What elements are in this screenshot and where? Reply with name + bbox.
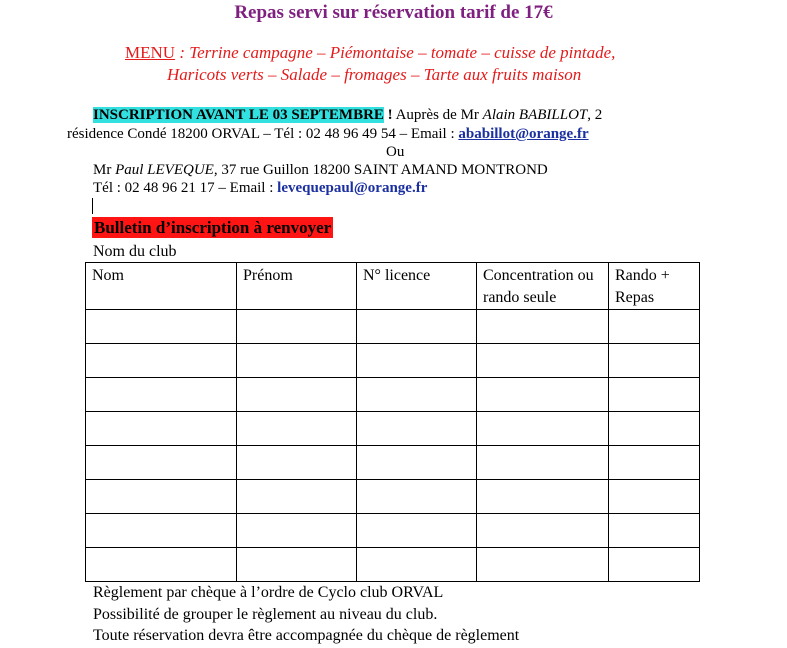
or-separator: Ou (386, 144, 405, 160)
menu-line-2 (167, 65, 581, 85)
table-row (86, 310, 700, 344)
table-cell[interactable] (86, 514, 237, 548)
page-title: Repas servi sur réservation tarif de 17€ (234, 2, 553, 23)
table-cell[interactable] (357, 344, 477, 378)
contact2-tel: Tél : 02 48 96 21 17 – Email : (93, 180, 278, 196)
table-cell[interactable] (237, 378, 357, 412)
menu-items-1: : Terrine campagne – Piémontaise – tomate – cuisse de pintade, (175, 43, 616, 62)
table-cell[interactable] (357, 514, 477, 548)
table-cell[interactable] (357, 446, 477, 480)
contact2-name: Paul LEVEQUE (115, 162, 214, 178)
table-cell[interactable] (609, 412, 700, 446)
menu-items-2: Haricots verts – Salade – fromages – Tarte aux fruits maison (167, 65, 582, 84)
table-cell[interactable] (609, 344, 700, 378)
table-cell[interactable] (477, 446, 609, 480)
table-cell[interactable] (86, 310, 237, 344)
table-cell[interactable] (357, 412, 477, 446)
table-row (86, 514, 700, 548)
contact2-addr: , 37 rue Guillon 18200 SAINT AMAND MONTROND (213, 162, 548, 178)
table-cell[interactable] (477, 344, 609, 378)
contact1-addr-a: , 2 (587, 107, 603, 123)
table-cell[interactable] (86, 378, 237, 412)
table-cell[interactable] (237, 480, 357, 514)
table-cell[interactable] (237, 310, 357, 344)
contact-line-2 (67, 126, 589, 143)
table-cell[interactable] (477, 514, 609, 548)
bulletin-title: Bulletin d’inscription à renvoyer (94, 218, 332, 237)
table-cell[interactable] (237, 412, 357, 446)
table-cell[interactable] (477, 412, 609, 446)
table-cell[interactable] (86, 548, 237, 582)
table-cell[interactable] (357, 310, 477, 344)
menu-label: MENU (125, 43, 176, 62)
table-cell[interactable] (86, 412, 237, 446)
club-name-label: Nom du club (93, 243, 177, 260)
table-row (86, 378, 700, 412)
header-licence: N° licence (363, 267, 431, 284)
header-nom: Nom (92, 267, 124, 284)
table-cell[interactable] (357, 480, 477, 514)
table-cell[interactable] (609, 446, 700, 480)
contact1-name: Alain BABILLOT (482, 107, 588, 123)
table-cell[interactable] (86, 344, 237, 378)
table-cell[interactable] (237, 548, 357, 582)
header-rando-repas: Rando + Repas (615, 267, 670, 306)
footer-line-1: Règlement par chèque à l’ordre de Cyclo club ORVAL (93, 584, 444, 601)
footer-line-3: Toute réservation devra être accompagnée du chèque de règlement (93, 627, 520, 644)
header-cell (86, 263, 237, 310)
table-cell[interactable] (237, 446, 357, 480)
table-row (86, 344, 700, 378)
header-cell (609, 263, 700, 310)
table-cell[interactable] (86, 446, 237, 480)
table-cell[interactable] (237, 344, 357, 378)
table-cell[interactable] (237, 514, 357, 548)
table-header-row (86, 263, 700, 310)
table-cell[interactable] (609, 378, 700, 412)
table-cell[interactable] (609, 480, 700, 514)
header-concentration: Concentration ou rando seule (483, 267, 594, 306)
table-row (86, 412, 700, 446)
header-cell (477, 263, 609, 310)
contact-line-3 (93, 162, 548, 179)
contact1-prefix: Auprès de Mr (392, 107, 483, 123)
table-row (86, 446, 700, 480)
table-cell[interactable] (477, 480, 609, 514)
contact1-addr-b: résidence Condé 18200 ORVAL – Tél : 02 48 96 49 54 – Email : (67, 126, 459, 142)
contact2-prefix: Mr (93, 162, 116, 178)
table-cell[interactable] (609, 514, 700, 548)
table-cell[interactable] (609, 548, 700, 582)
table-row (86, 548, 700, 582)
contact2-email-link[interactable]: levequepaul@orange.fr (277, 180, 428, 196)
table-cell[interactable] (609, 310, 700, 344)
contact-line-1 (93, 107, 602, 124)
contact1-email-link[interactable]: ababillot@orange.fr (458, 126, 589, 142)
table-cell[interactable] (477, 548, 609, 582)
table-cell[interactable] (357, 548, 477, 582)
header-prenom: Prénom (243, 267, 293, 284)
table-row (86, 480, 700, 514)
table-cell[interactable] (477, 310, 609, 344)
table-cell[interactable] (477, 378, 609, 412)
registration-table (85, 262, 700, 582)
menu-line-1 (125, 43, 615, 63)
contact-line-4 (93, 180, 427, 197)
text-cursor (92, 198, 93, 214)
footer-line-2: Possibilité de grouper le règlement au niveau du club. (93, 606, 438, 623)
header-cell (237, 263, 357, 310)
table-cell[interactable] (86, 480, 237, 514)
deadline-highlight: INSCRIPTION AVANT LE 03 SEPTEMBRE (93, 107, 384, 123)
header-cell (357, 263, 477, 310)
table-cell[interactable] (357, 378, 477, 412)
deadline-exclamation: ! (383, 107, 393, 123)
